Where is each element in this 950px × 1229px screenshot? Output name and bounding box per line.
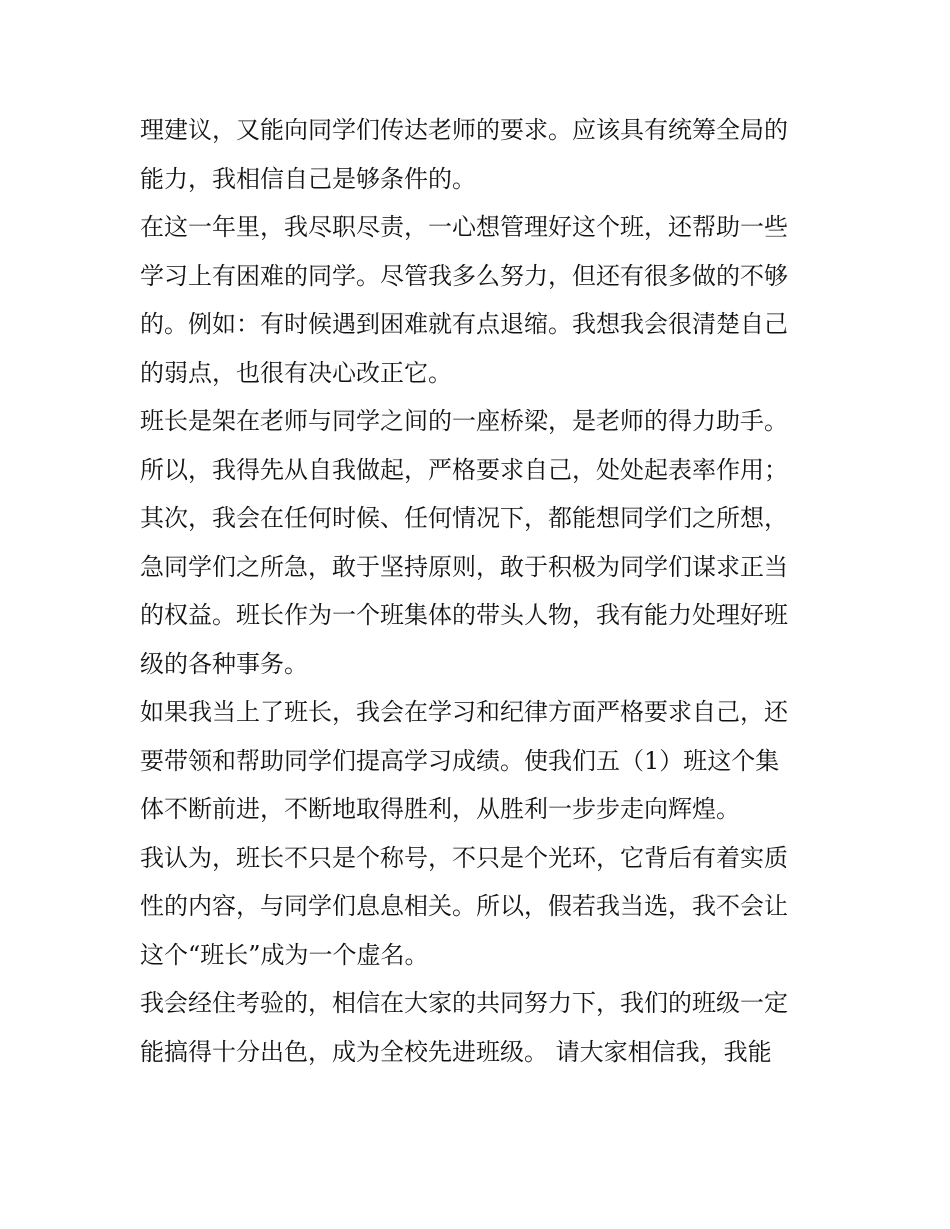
- text-line: 的弱点，也很有决心改正它。: [140, 358, 452, 387]
- text-line: 级的各种事务。: [140, 649, 308, 678]
- text-line: 要带领和帮助同学们提高学习成绩。使我们五（1）班这个集: [140, 746, 780, 775]
- text-line: 这个“班长”成为一个虚名。: [140, 940, 429, 969]
- text-line: 其次，我会在任何时候、任何情况下，都能想同学们之所想，: [140, 504, 788, 532]
- text-line: 能搞得十分出色，成为全校先进班级。 请大家相信我，我能: [140, 1037, 772, 1066]
- text-line: 能力，我相信自己是够条件的。: [140, 164, 476, 193]
- text-line: 所以，我得先从自我做起，严格要求自己，处处起表率作用；: [140, 455, 788, 484]
- text-line: 班长是架在老师与同学之间的一座桥梁，是老师的得力助手。: [140, 407, 788, 435]
- text-line: 的权益。班长作为一个班集体的带头人物，我有能力处理好班: [140, 601, 788, 629]
- text-line: 性的内容，与同学们息息相关。所以，假若我当选，我不会让: [140, 892, 788, 920]
- text-line: 体不断前进，不断地取得胜利，从胜利一步步走向辉煌。: [140, 795, 740, 823]
- text-line: 如果我当上了班长，我会在学习和纪律方面严格要求自己，还: [140, 698, 788, 726]
- body-text: [140, 106, 820, 1076]
- text-line: 我会经住考验的，相信在大家的共同努力下，我们的班级一定: [140, 989, 788, 1017]
- text-line: 急同学们之所急，敢于坚持原则，敢于积极为同学们谋求正当: [140, 552, 788, 581]
- text-line: 我认为，班长不只是个称号，不只是个光环，它背后有着实质: [140, 843, 788, 872]
- text-line: 在这一年里，我尽职尽责，一心想管理好这个班，还帮助一些: [140, 213, 788, 241]
- text-line: 的。例如：有时候遇到困难就有点退缩。我想我会很清楚自己: [140, 310, 788, 338]
- text-line: 理建议，又能向同学们传达老师的要求。应该具有统筹全局的: [140, 116, 788, 144]
- text-line: 学习上有困难的同学。尽管我多么努力，但还有很多做的不够: [140, 261, 788, 290]
